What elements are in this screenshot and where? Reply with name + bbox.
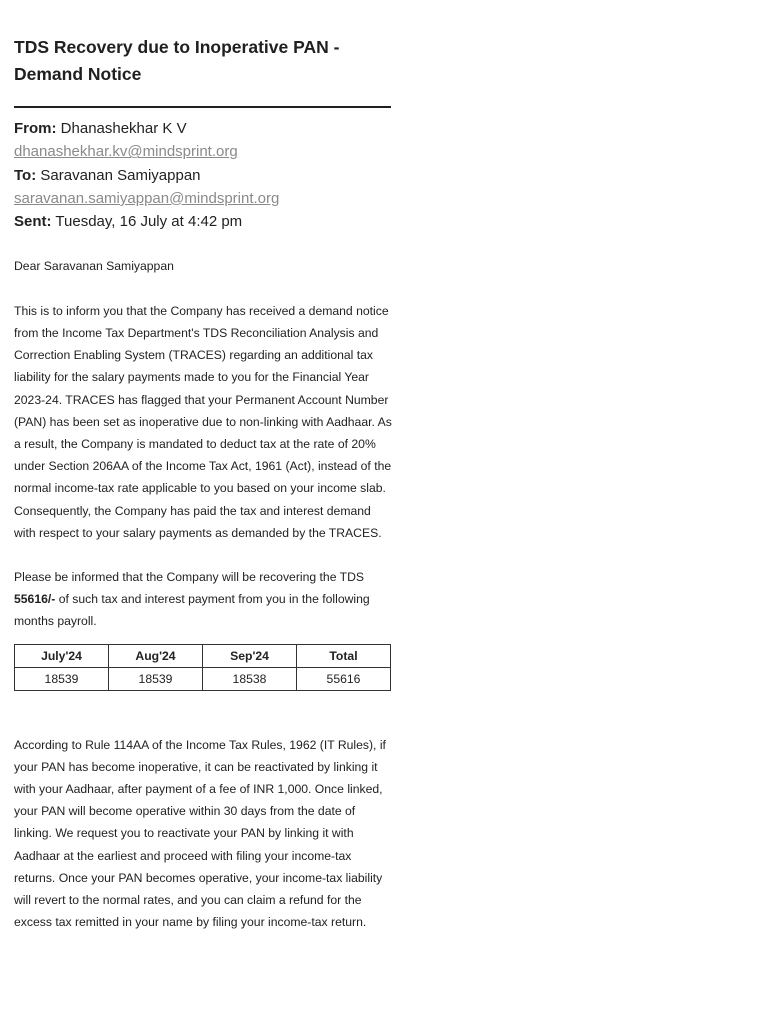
from-email-line: [14, 140, 392, 163]
email-document: [14, 34, 392, 933]
subject-line-2: Demand Notice: [14, 64, 142, 84]
cell-aug: 18539: [109, 667, 203, 690]
cell-total: 55616: [297, 667, 391, 690]
subject-line-1: TDS Recovery due to Inoperative PAN -: [14, 37, 340, 57]
sent-label: Sent:: [14, 213, 52, 231]
column-header-total: Total: [297, 644, 391, 667]
email-subject: [14, 34, 392, 88]
cell-sep: 18538: [203, 667, 297, 690]
header-divider: [14, 106, 391, 108]
to-line: [14, 164, 392, 187]
sent-line: [14, 210, 392, 233]
table-header-row: [15, 644, 391, 667]
to-name: Saravanan Samiyappan: [40, 166, 201, 184]
paragraph-1-text: This is to inform you that the Company has received a demand notice from the Income Tax Department's TDS Reconciliation Analysis and Correction Enabling System (TRACES) regarding an additional tax liability for the salary payments made to you for the Financial Year 2023-24. TRACES has flagged that your Permanent Account Number (PAN) has been set as inoperative due to non-linking with Aadhaar. As a result, the Company is mandated to deduct tax at the rate of 20% under Section 206AA of the Income Tax Act, 1961 (Act), instead of the normal income-tax rate applicable to you based on your income slab. Consequently, the Company has paid the tax and interest demand with respect to your salary payments as demanded by the TRACES.: [14, 303, 392, 540]
paragraph-2-text: [14, 566, 392, 633]
greeting: Dear Saravanan Samiyappan: [14, 259, 174, 274]
column-header-sep: Sep'24: [203, 644, 297, 667]
paragraph-3-text: According to Rule 114AA of the Income Tax Rules, 1962 (IT Rules), if your PAN has become inoperative, it can be reactivated by linking it with your Aadhaar, after payment of a fee of INR 1,000. Once linked, your PAN will become operative within 30 days from the date of linking. We request you to reactivate your PAN by linking it with Aadhaar at the earliest and proceed with filing your income-tax returns. Once your PAN becomes operative, your income-tax liability will revert to the normal rates, and you can claim a refund for the excess tax remitted in your name by filing your income-tax return.: [14, 737, 386, 930]
from-email-link[interactable]: dhanashekhar.kv@mindsprint.org: [14, 143, 238, 161]
table-row: [15, 667, 391, 690]
paragraph-demand-notice: [14, 300, 392, 544]
email-header: [14, 117, 392, 233]
sent-value: Tuesday, 16 July at 4:42 pm: [55, 213, 243, 231]
paragraph-reactivation: [14, 734, 392, 934]
to-label: To:: [14, 166, 37, 184]
recovery-schedule-table: [14, 644, 391, 691]
column-header-july: July'24: [15, 644, 109, 667]
cell-july: 18539: [15, 667, 109, 690]
to-email-line: [14, 187, 392, 210]
recovery-amount: 55616/-: [14, 592, 56, 607]
to-email-link[interactable]: saravanan.samiyappan@mindsprint.org: [14, 189, 280, 207]
paragraph-2-after: of such tax and interest payment from you in the following months payroll.: [14, 592, 370, 629]
paragraph-recovery: [14, 566, 392, 633]
from-label: From:: [14, 120, 57, 137]
from-name: Dhanashekhar K V: [60, 120, 187, 137]
from-line: [14, 117, 392, 140]
column-header-aug: Aug'24: [109, 644, 203, 667]
paragraph-2-before: Please be informed that the Company will be recovering the TDS: [14, 569, 365, 584]
